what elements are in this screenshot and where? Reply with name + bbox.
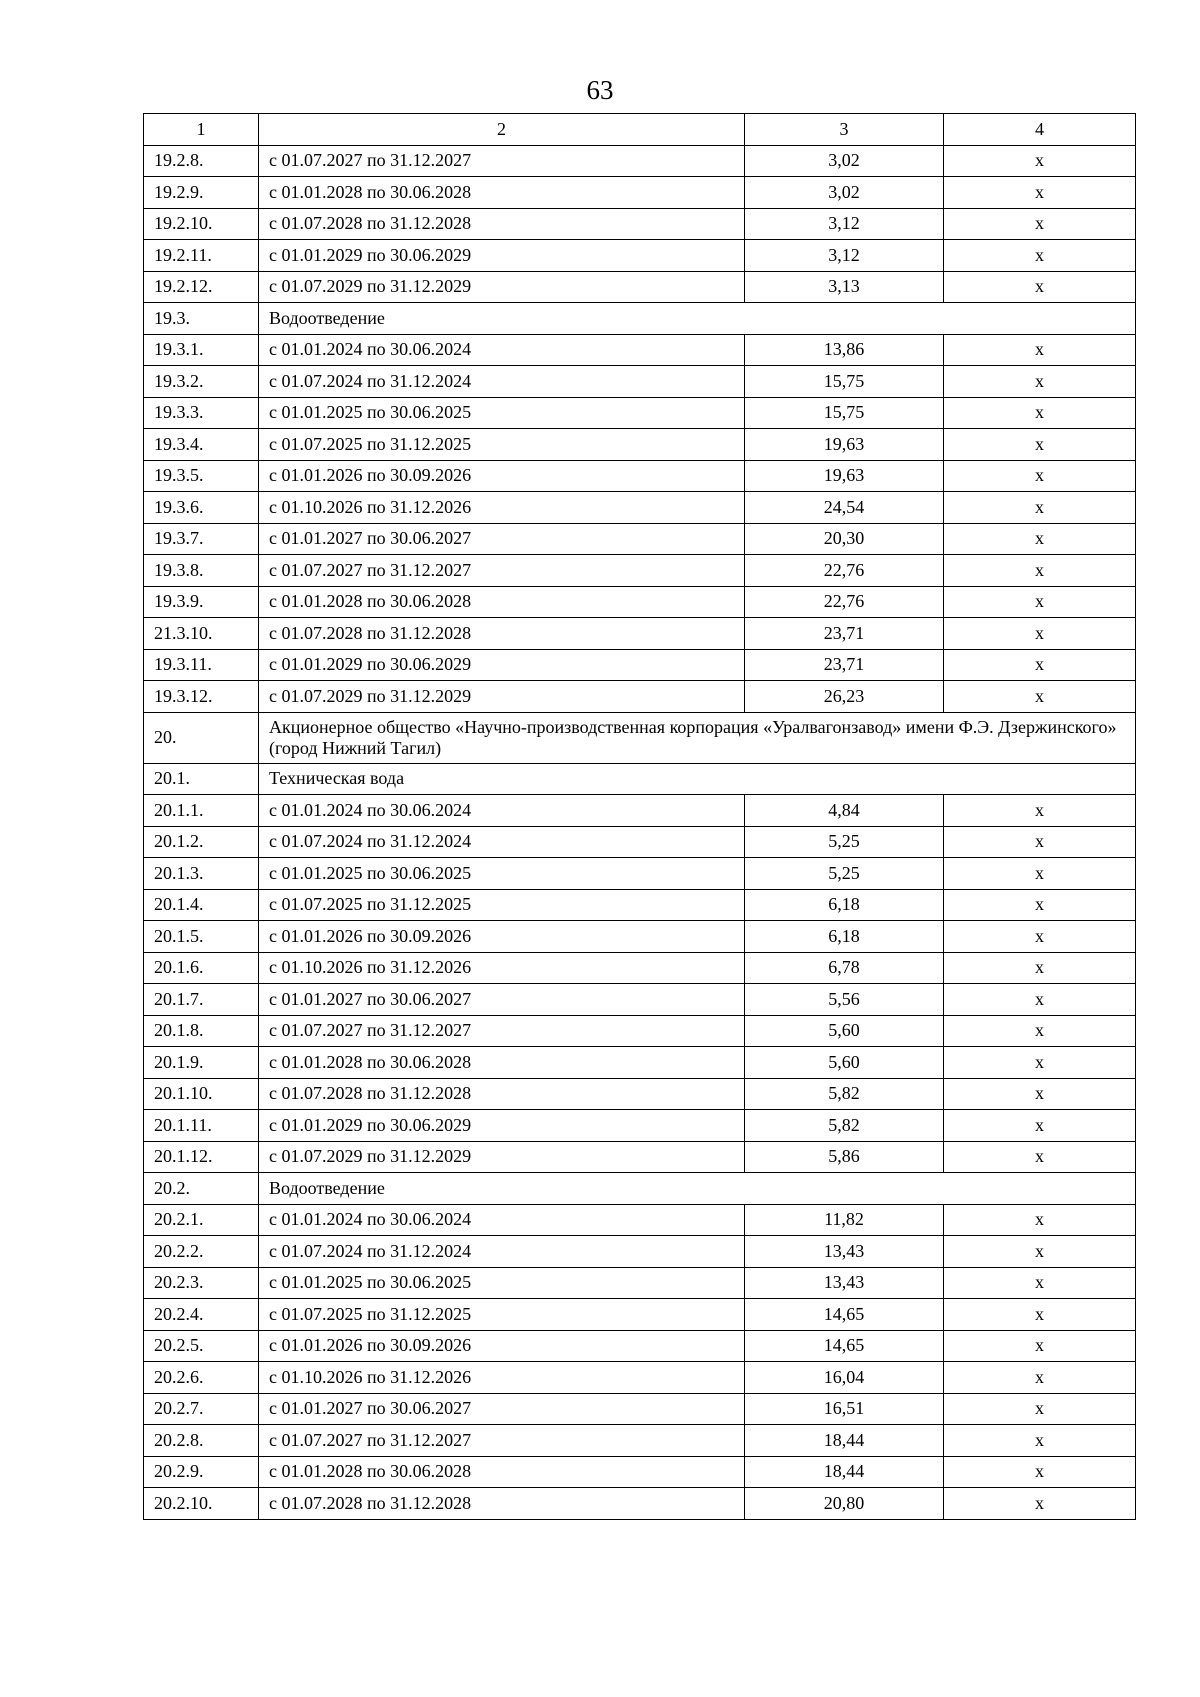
col4-cell: х [944,795,1136,827]
col4-cell: х [944,889,1136,921]
period-cell: с 01.07.2027 по 31.12.2027 [259,1015,745,1047]
table-row [144,1299,1136,1331]
col4-cell: х [944,1236,1136,1268]
period-cell: с 01.01.2027 по 30.06.2027 [259,1393,745,1425]
value-cell: 5,82 [745,1078,944,1110]
table-row [144,1015,1136,1047]
value-cell: 20,30 [745,523,944,555]
col4-cell: х [944,177,1136,209]
value-cell: 16,51 [745,1393,944,1425]
table-row [144,1236,1136,1268]
period-cell: с 01.01.2024 по 30.06.2024 [259,795,745,827]
value-cell: 3,12 [745,208,944,240]
period-cell: с 01.07.2028 по 31.12.2028 [259,1078,745,1110]
value-cell: 24,54 [745,492,944,524]
row-number: 20.2.3. [144,1267,259,1299]
value-cell: 14,65 [745,1330,944,1362]
row-number: 20.2.2. [144,1236,259,1268]
table-row [144,1362,1136,1394]
row-number: 20.2.8. [144,1425,259,1457]
col4-cell: х [944,1267,1136,1299]
value-cell: 5,56 [745,984,944,1016]
value-cell: 5,82 [745,1110,944,1142]
header-col-4: 4 [944,114,1136,146]
col4-cell: х [944,523,1136,555]
value-cell: 19,63 [745,429,944,461]
period-cell: с 01.07.2027 по 31.12.2027 [259,145,745,177]
period-cell: с 01.01.2029 по 30.06.2029 [259,1110,745,1142]
col4-cell: х [944,397,1136,429]
row-number: 20.1.10. [144,1078,259,1110]
row-number: 20.1.11. [144,1110,259,1142]
period-cell: с 01.01.2028 по 30.06.2028 [259,586,745,618]
value-cell: 23,71 [745,649,944,681]
period-cell: с 01.07.2029 по 31.12.2029 [259,1141,745,1173]
table-row [144,1204,1136,1236]
period-cell: с 01.01.2026 по 30.09.2026 [259,1330,745,1362]
row-number: 19.2.11. [144,240,259,272]
table-row [144,240,1136,272]
row-number: 19.3.7. [144,523,259,555]
row-number: 20.1.3. [144,858,259,890]
row-number: 19.3.1. [144,334,259,366]
header-col-2: 2 [259,114,745,146]
value-cell: 5,60 [745,1015,944,1047]
table-row [144,618,1136,650]
value-cell: 13,43 [745,1267,944,1299]
row-number: 20.1.4. [144,889,259,921]
col4-cell: х [944,460,1136,492]
period-cell: с 01.01.2028 по 30.06.2028 [259,1456,745,1488]
header-col-1: 1 [144,114,259,146]
value-cell: 19,63 [745,460,944,492]
period-cell: с 01.01.2025 по 30.06.2025 [259,1267,745,1299]
section-row [144,1173,1136,1205]
table-row [144,208,1136,240]
period-cell: с 01.01.2028 по 30.06.2028 [259,1047,745,1079]
row-number: 20.1.8. [144,1015,259,1047]
row-number: 20.1.7. [144,984,259,1016]
value-cell: 5,25 [745,826,944,858]
table-row [144,1141,1136,1173]
row-number: 20.1. [144,763,259,795]
period-cell: с 01.01.2028 по 30.06.2028 [259,177,745,209]
col4-cell: х [944,1393,1136,1425]
row-number: 19.3.12. [144,681,259,713]
table-row [144,858,1136,890]
table-row [144,586,1136,618]
tariff-table [143,113,1136,1520]
header-col-3: 3 [745,114,944,146]
col4-cell: х [944,826,1136,858]
table-row [144,145,1136,177]
value-cell: 16,04 [745,1362,944,1394]
period-cell: с 01.01.2026 по 30.09.2026 [259,460,745,492]
period-cell: с 01.07.2024 по 31.12.2024 [259,826,745,858]
period-cell: с 01.01.2029 по 30.06.2029 [259,240,745,272]
row-number: 19.3.5. [144,460,259,492]
row-number: 19.2.8. [144,145,259,177]
value-cell: 11,82 [745,1204,944,1236]
table-row [144,1110,1136,1142]
table-row [144,1047,1136,1079]
period-cell: с 01.01.2024 по 30.06.2024 [259,334,745,366]
row-number: 20.1.9. [144,1047,259,1079]
period-cell: с 01.07.2025 по 31.12.2025 [259,889,745,921]
row-number: 20.2. [144,1173,259,1205]
table-row [144,921,1136,953]
col4-cell: х [944,555,1136,587]
col4-cell: х [944,240,1136,272]
value-cell: 6,18 [745,921,944,953]
table-row [144,1267,1136,1299]
table-row [144,492,1136,524]
page-number: 63 [586,75,614,105]
table-row [144,952,1136,984]
period-cell: с 01.01.2024 по 30.06.2024 [259,1204,745,1236]
period-cell: с 01.10.2026 по 31.12.2026 [259,492,745,524]
table-row [144,366,1136,398]
section-title: Водоотведение [259,1173,1136,1205]
table-row [144,1456,1136,1488]
col4-cell: х [944,681,1136,713]
period-cell: с 01.01.2029 по 30.06.2029 [259,649,745,681]
period-cell: с 01.07.2029 по 31.12.2029 [259,681,745,713]
row-number: 20.2.6. [144,1362,259,1394]
value-cell: 22,76 [745,586,944,618]
table-row [144,334,1136,366]
section-row [144,763,1136,795]
period-cell: с 01.10.2026 по 31.12.2026 [259,1362,745,1394]
row-number: 20.2.9. [144,1456,259,1488]
value-cell: 20,80 [745,1488,944,1520]
value-cell: 18,44 [745,1425,944,1457]
table-row [144,271,1136,303]
col4-cell: х [944,921,1136,953]
row-number: 20.1.12. [144,1141,259,1173]
col4-cell: х [944,271,1136,303]
row-number: 20.2.1. [144,1204,259,1236]
value-cell: 3,02 [745,177,944,209]
period-cell: с 01.01.2027 по 30.06.2027 [259,523,745,555]
col4-cell: х [944,1078,1136,1110]
value-cell: 13,43 [745,1236,944,1268]
row-number: 20.1.6. [144,952,259,984]
col4-cell: х [944,1204,1136,1236]
table-row [144,1425,1136,1457]
row-number: 20.1.2. [144,826,259,858]
col4-cell: х [944,952,1136,984]
row-number: 19.3.6. [144,492,259,524]
period-cell: с 01.01.2027 по 30.06.2027 [259,984,745,1016]
col4-cell: х [944,649,1136,681]
table-row [144,177,1136,209]
table-row [144,984,1136,1016]
col4-cell: х [944,1110,1136,1142]
table-row [144,1488,1136,1520]
period-cell: с 01.07.2025 по 31.12.2025 [259,429,745,461]
col4-cell: х [944,1362,1136,1394]
row-number: 20.2.4. [144,1299,259,1331]
row-number: 19.2.9. [144,177,259,209]
value-cell: 5,60 [745,1047,944,1079]
col4-cell: х [944,1141,1136,1173]
table-header-row [144,114,1136,146]
period-cell: с 01.07.2024 по 31.12.2024 [259,366,745,398]
section-row [144,712,1136,763]
value-cell: 18,44 [745,1456,944,1488]
col4-cell: х [944,1425,1136,1457]
period-cell: с 01.07.2024 по 31.12.2024 [259,1236,745,1268]
col4-cell: х [944,1299,1136,1331]
col4-cell: х [944,858,1136,890]
section-title: Акционерное общество «Научно-производственная корпорация «Уралвагонзавод» имени Ф.Э. Дзержинского» (город Нижний Тагил) [259,712,1136,763]
table-row [144,1393,1136,1425]
period-cell: с 01.07.2027 по 31.12.2027 [259,555,745,587]
table-row [144,889,1136,921]
col4-cell: х [944,429,1136,461]
table-row [144,523,1136,555]
value-cell: 15,75 [745,397,944,429]
value-cell: 3,02 [745,145,944,177]
row-number: 19.3.11. [144,649,259,681]
col4-cell: х [944,586,1136,618]
table-row [144,826,1136,858]
value-cell: 5,25 [745,858,944,890]
period-cell: с 01.07.2028 по 31.12.2028 [259,208,745,240]
col4-cell: х [944,334,1136,366]
col4-cell: х [944,208,1136,240]
col4-cell: х [944,618,1136,650]
row-number: 20.2.7. [144,1393,259,1425]
col4-cell: х [944,1456,1136,1488]
row-number: 19.3.8. [144,555,259,587]
value-cell: 4,84 [745,795,944,827]
table-row [144,649,1136,681]
period-cell: с 01.07.2027 по 31.12.2027 [259,1425,745,1457]
table-row [144,397,1136,429]
col4-cell: х [944,366,1136,398]
value-cell: 6,18 [745,889,944,921]
row-number: 20.1.5. [144,921,259,953]
value-cell: 22,76 [745,555,944,587]
table-row [144,681,1136,713]
period-cell: с 01.07.2028 по 31.12.2028 [259,618,745,650]
col4-cell: х [944,1047,1136,1079]
col4-cell: х [944,1330,1136,1362]
table-row [144,795,1136,827]
value-cell: 14,65 [745,1299,944,1331]
value-cell: 6,78 [745,952,944,984]
col4-cell: х [944,984,1136,1016]
row-number: 19.2.12. [144,271,259,303]
period-cell: с 01.01.2025 по 30.06.2025 [259,858,745,890]
value-cell: 3,12 [745,240,944,272]
row-number: 21.3.10. [144,618,259,650]
table-row [144,1330,1136,1362]
period-cell: с 01.07.2028 по 31.12.2028 [259,1488,745,1520]
period-cell: с 01.01.2026 по 30.09.2026 [259,921,745,953]
row-number: 19.3. [144,303,259,335]
table-row [144,555,1136,587]
section-row [144,303,1136,335]
col4-cell: х [944,492,1136,524]
col4-cell: х [944,145,1136,177]
value-cell: 15,75 [745,366,944,398]
row-number: 20.1.1. [144,795,259,827]
table-body [144,145,1136,1519]
period-cell: с 01.01.2025 по 30.06.2025 [259,397,745,429]
period-cell: с 01.07.2029 по 31.12.2029 [259,271,745,303]
row-number: 19.3.2. [144,366,259,398]
row-number: 19.3.3. [144,397,259,429]
row-number: 20.2.5. [144,1330,259,1362]
value-cell: 5,86 [745,1141,944,1173]
value-cell: 3,13 [745,271,944,303]
row-number: 19.3.9. [144,586,259,618]
row-number: 19.3.4. [144,429,259,461]
table-row [144,1078,1136,1110]
section-title: Водоотведение [259,303,1136,335]
table-row [144,460,1136,492]
col4-cell: х [944,1015,1136,1047]
row-number: 20. [144,712,259,763]
period-cell: с 01.07.2025 по 31.12.2025 [259,1299,745,1331]
value-cell: 23,71 [745,618,944,650]
value-cell: 26,23 [745,681,944,713]
value-cell: 13,86 [745,334,944,366]
row-number: 19.2.10. [144,208,259,240]
row-number: 20.2.10. [144,1488,259,1520]
col4-cell: х [944,1488,1136,1520]
section-title: Техническая вода [259,763,1136,795]
table-row [144,429,1136,461]
period-cell: с 01.10.2026 по 31.12.2026 [259,952,745,984]
